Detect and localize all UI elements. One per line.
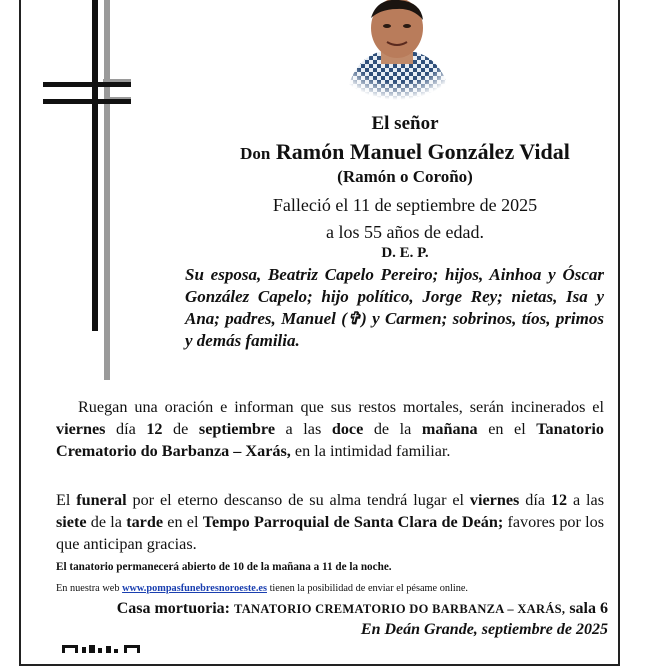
cross-vertical-black xyxy=(92,0,98,331)
nickname: (Ramón o Coroño) xyxy=(337,167,473,186)
p1-text: a las xyxy=(275,420,332,438)
family-list xyxy=(185,264,604,352)
p1-text: de la xyxy=(363,420,422,438)
p2-text: por el eterno descanso de su alma tendrá lugar el xyxy=(126,491,470,509)
place-and-date: En Deán Grande, septiembre de 2025 xyxy=(360,621,608,638)
funeral-home-line xyxy=(117,600,608,618)
death-date: Falleció el 11 de septiembre de 2025 xyxy=(272,195,538,215)
cross-icon: ✞ xyxy=(346,309,362,328)
p2-venue: Tempo Parroquial de Santa Clara de Deán; xyxy=(202,513,504,531)
name-full: Ramón Manuel González Vidal xyxy=(275,139,570,164)
p2-funeral: funeral xyxy=(76,491,127,509)
p2-text: de la xyxy=(86,513,127,531)
cross-horizontal-black xyxy=(43,82,131,87)
p2-text: en el xyxy=(163,513,203,531)
web-notice xyxy=(56,583,468,594)
family-text-2: ) y Carmen; sobrinos, tíos, primos y demás familia. xyxy=(185,309,604,350)
p1-text: de xyxy=(162,420,199,438)
deceased-photo xyxy=(337,0,457,100)
website-link[interactable]: www.pompasfunebresnoroeste.es xyxy=(122,583,267,594)
casa-room: sala 6 xyxy=(565,600,608,617)
p2-text: El xyxy=(56,491,77,509)
p1-text: día xyxy=(105,420,147,438)
p1-period: mañana xyxy=(421,420,478,438)
qr-code[interactable] xyxy=(62,640,144,650)
p1-day: viernes xyxy=(56,420,106,438)
p1-date: 12 xyxy=(146,420,163,438)
cross-horizontal-black-lower xyxy=(43,99,131,104)
deceased-name xyxy=(200,139,610,165)
age: a los 55 años de edad. xyxy=(326,222,484,242)
p1-text: Ruegan una oración e informan que sus restos mortales, serán incinerados el xyxy=(78,398,604,416)
family-text-1: Su esposa, Beatriz Capelo Pereiro; hijos, Ainhoa y Óscar González Capelo; hijo político, Jorge Rey; nietas, Isa y Ana; padres, Manuel ( xyxy=(185,265,604,328)
p2-day: viernes xyxy=(469,491,520,509)
name-prefix: Don xyxy=(240,144,271,163)
p2-text: favores por los que anticipan gracias. xyxy=(56,513,605,553)
casa-place: TANATORIO CREMATORIO DO BARBANZA – XARÁS, xyxy=(234,602,566,616)
title-el-senor: El señor xyxy=(371,113,439,134)
opening-hours-notice: El tanatorio permanecerá abierto de 10 de la mañana a 11 de la noche. xyxy=(56,561,392,573)
p2-text: a las xyxy=(567,491,604,509)
p2-date: 12 xyxy=(550,491,568,509)
web-text: tienen la posibilidad de enviar el pésame online. xyxy=(267,583,469,594)
p2-hour: siete xyxy=(56,513,87,531)
p2-text: día xyxy=(519,491,551,509)
dep-text: D. E. P. xyxy=(381,245,429,261)
funeral-paragraph xyxy=(56,489,604,555)
web-text: En nuestra web xyxy=(56,583,123,594)
casa-label: Casa mortuoria: xyxy=(116,600,234,617)
p1-month: septiembre xyxy=(198,420,276,438)
p1-text: en la intimidad familiar. xyxy=(290,442,451,460)
cremation-paragraph xyxy=(56,396,604,462)
p1-venue: Tanatorio Crematorio do Barbanza – Xarás, xyxy=(56,420,605,460)
cross-vertical-gray xyxy=(104,0,110,380)
p1-hour: doce xyxy=(331,420,364,438)
p2-period: tarde xyxy=(126,513,164,531)
p1-text: en el xyxy=(477,420,537,438)
